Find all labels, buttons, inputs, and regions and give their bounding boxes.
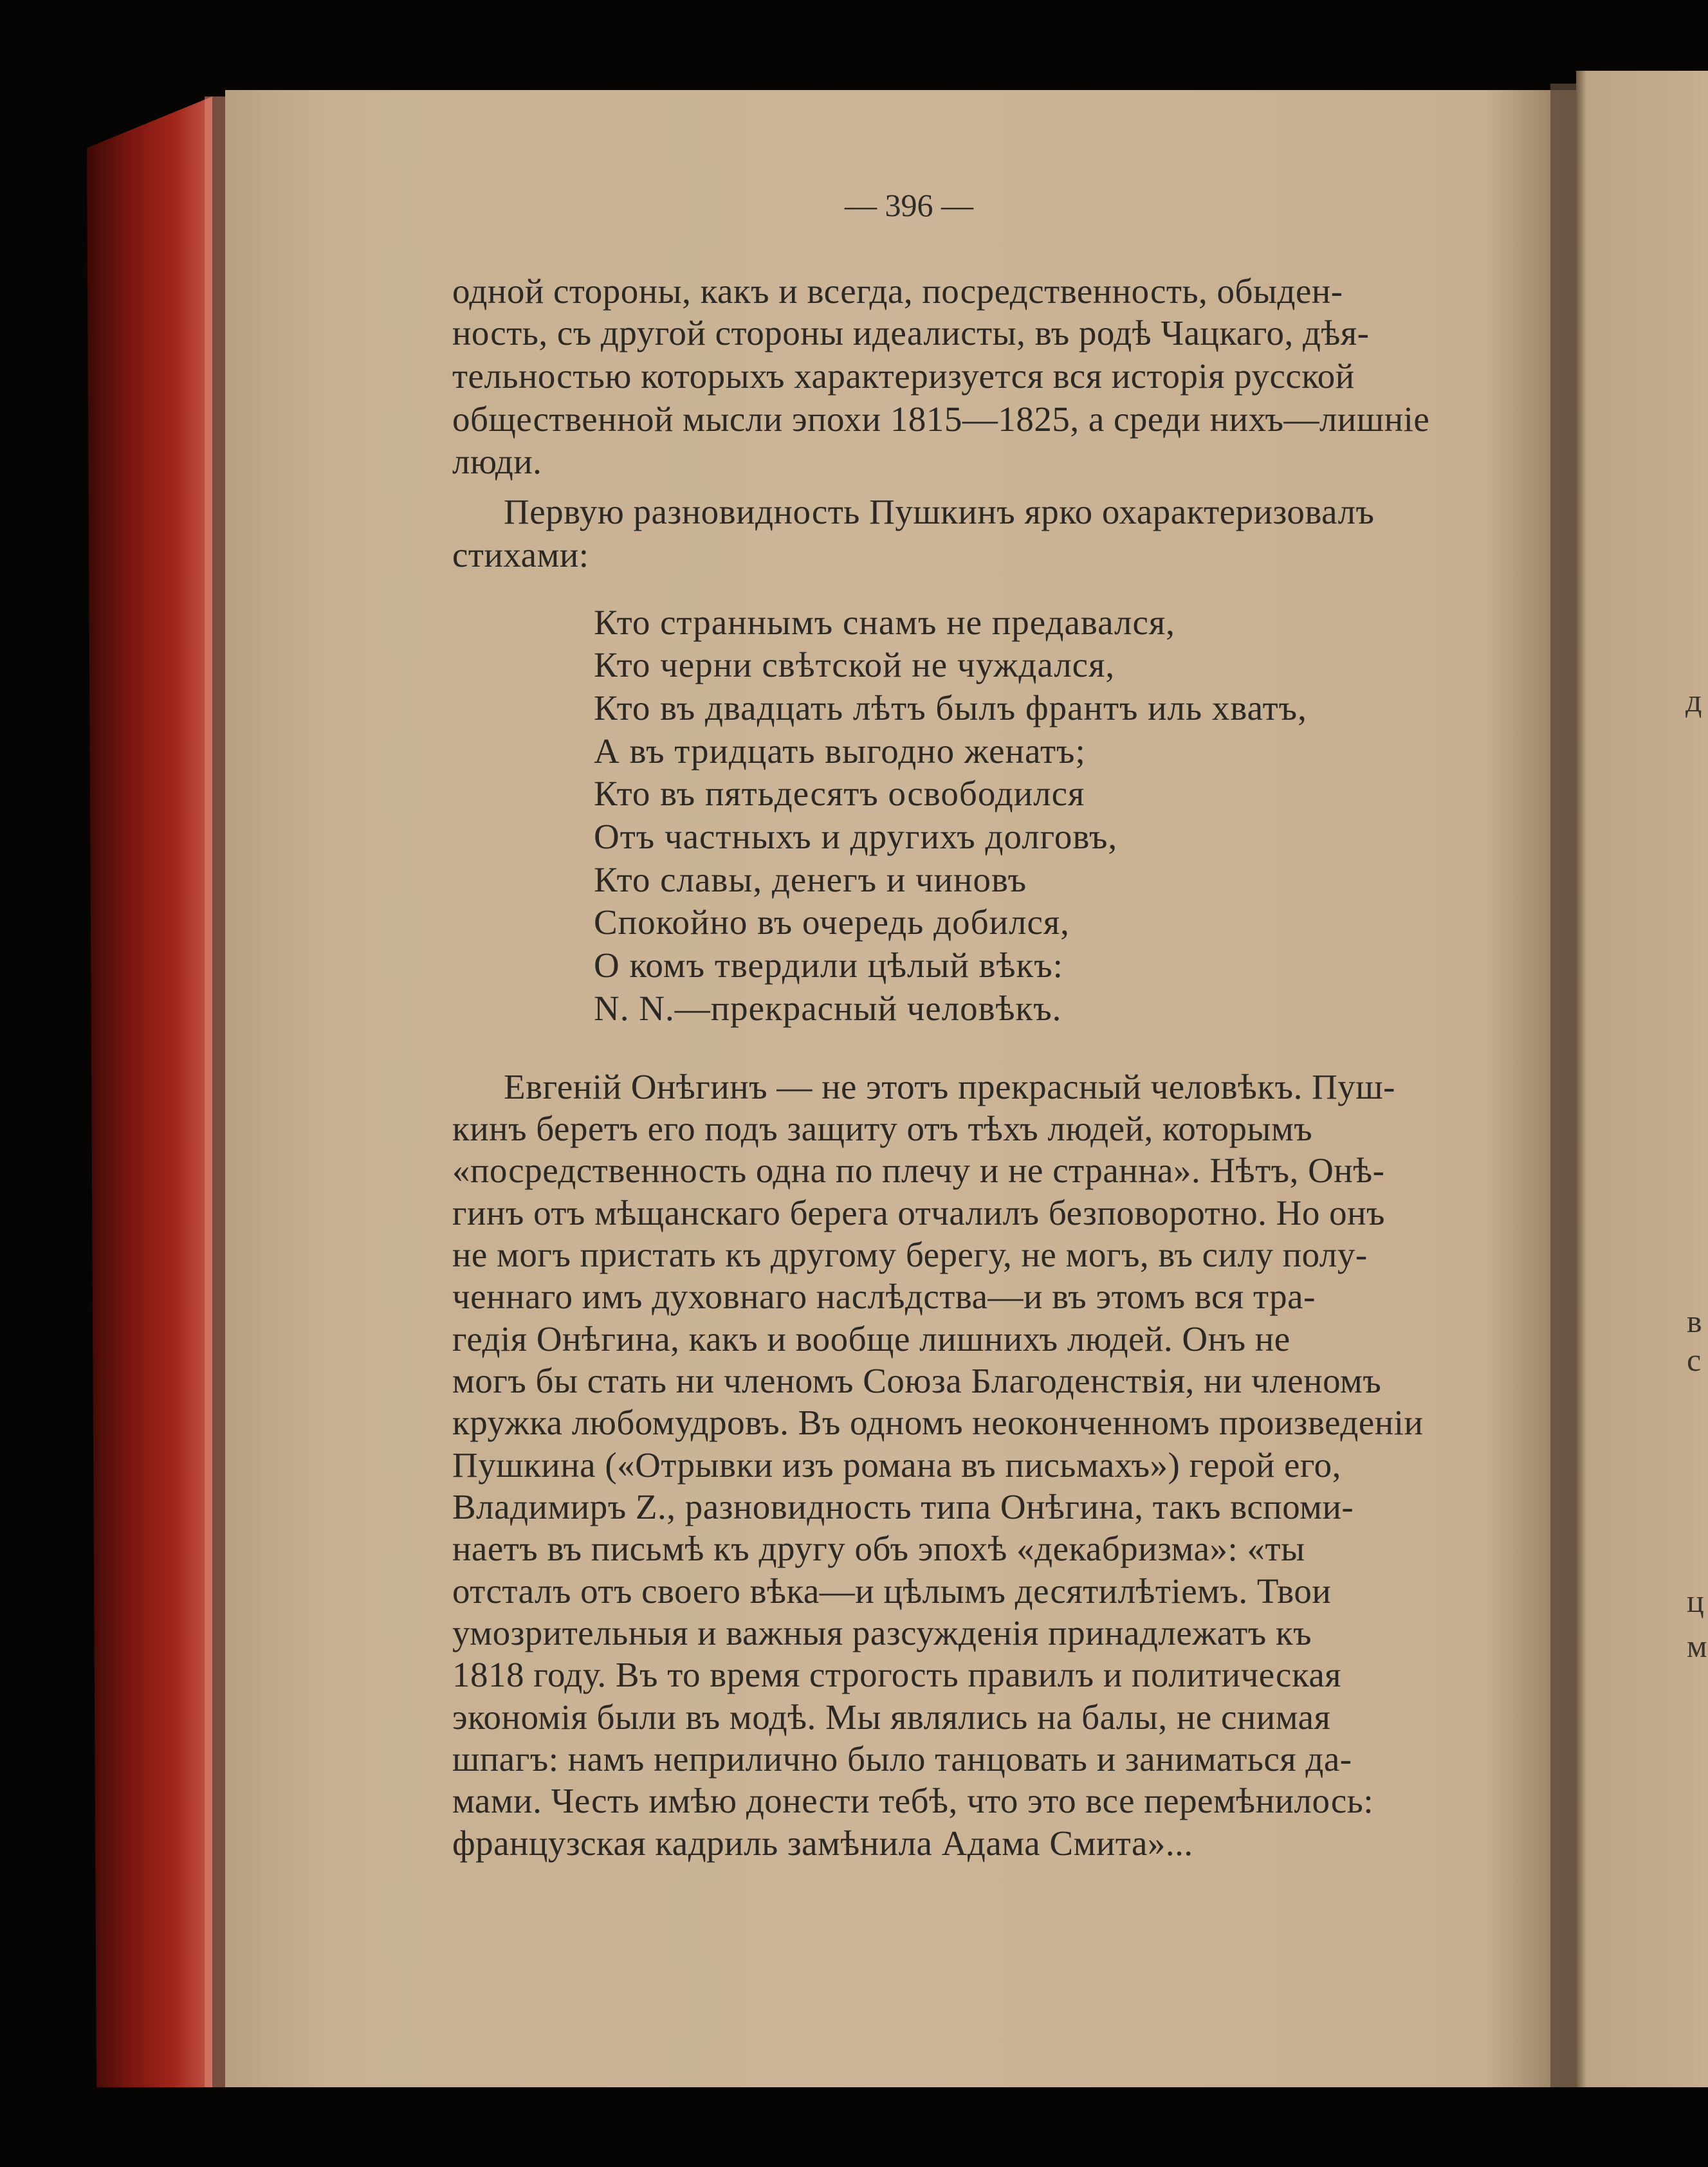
verse-line-3: Кто въ двадцать лѣтъ былъ франтъ иль хватъ, — [594, 688, 1307, 727]
paragraph-3-line-17: шпагъ: намъ неприлично было танцовать и заниматься да- — [452, 1739, 1352, 1778]
verse-line-7: Кто славы, денегъ и чиновъ — [594, 860, 1027, 899]
bottom-shadow — [0, 2087, 1708, 2167]
verse-line-5: Кто въ пятьдесятъ освободился — [594, 774, 1085, 813]
verse-line-2: Кто черни свѣтской не чуждался, — [594, 645, 1116, 684]
left-page — [225, 90, 1579, 2087]
paragraph-3-line-18: мами. Честь имѣю донести тебѣ, что это все перемѣнилось: — [452, 1781, 1374, 1820]
right-page — [1576, 71, 1708, 2097]
facing-page-fragment-1: д — [1685, 682, 1702, 718]
facing-page-fragment-3: с — [1687, 1342, 1702, 1378]
paragraph-3-line-16: экономія были въ модѣ. Мы являлись на балы, не снимая — [452, 1697, 1331, 1737]
paragraph-3-line-10: Пушкина («Отрывки изъ романа въ письмахъ») герой его, — [452, 1445, 1341, 1485]
page-number: — 396 — — [845, 187, 973, 223]
paragraph-3-line-6: ченнаго имъ духовнаго наслѣдства—и въ этомъ вся тра- — [452, 1277, 1316, 1316]
page-edge-red — [87, 96, 212, 2090]
paragraph-3-line-3: «посредственность одна по плечу и не странна». Нѣтъ, Онѣ- — [452, 1151, 1385, 1190]
paragraph-3-line-1: Евгеній Онѣгинъ — не этотъ прекрасный человѣкъ. Пуш- — [504, 1067, 1395, 1106]
paragraph-3-line-12: наетъ въ письмѣ къ другу объ эпохѣ «декабризма»: «ты — [452, 1529, 1305, 1568]
paragraph-3-line-11: Владимиръ Z., разновидность типа Онѣгина, такъ вспоми- — [452, 1487, 1354, 1526]
paragraph-2-line-2: стихами: — [452, 535, 589, 574]
paragraph-3-line-5: не могъ пристать къ другому берегу, не могъ, въ силу полу- — [452, 1235, 1368, 1274]
paragraph-3-line-14: умозрительныя и важныя разсужденія принадлежатъ къ — [452, 1613, 1312, 1652]
paragraph-1-line-2: ность, съ другой стороны идеалисты, въ родѣ Чацкаго, дѣя- — [452, 313, 1370, 352]
verse-line-8: Спокойно въ очередь добился, — [594, 902, 1070, 942]
facing-page-fragment-4: ц — [1687, 1583, 1704, 1619]
verse-line-9: О комъ твердили цѣлый вѣкъ: — [594, 946, 1063, 985]
paragraph-3-line-8: могъ бы стать ни членомъ Союза Благоденствія, ни членомъ — [452, 1361, 1382, 1400]
paragraph-3-line-9: кружка любомудровъ. Въ одномъ неоконченномъ произведеніи — [452, 1403, 1424, 1442]
facing-page-fragment-5: м — [1687, 1628, 1707, 1664]
paragraph-1-line-3: тельностью которыхъ характеризуется вся исторія русской — [452, 356, 1355, 396]
paragraph-3-line-19: французская кадриль замѣнила Адама Смита»... — [452, 1824, 1193, 1863]
verse-line-1: Кто страннымъ снамъ не предавался, — [594, 603, 1175, 642]
paragraph-1-line-4: общественной мысли эпохи 1815—1825, а среди нихъ—лишніе — [452, 399, 1430, 439]
paragraph-3-line-4: гинъ отъ мѣщанскаго берега отчалилъ безповоротно. Но онъ — [452, 1193, 1385, 1232]
paragraph-1-line-1: одной стороны, какъ и всегда, посредственность, обыден- — [452, 271, 1343, 311]
facing-page-fragment-2: в — [1687, 1303, 1702, 1339]
verse-line-10: N. N.—прекрасный человѣкъ. — [594, 989, 1062, 1028]
paragraph-1-line-5: люди. — [452, 442, 542, 481]
paragraph-3-line-13: отсталъ отъ своего вѣка—и цѣлымъ десятилѣтіемъ. Твои — [452, 1571, 1332, 1611]
verse-line-6: Отъ частныхъ и другихъ долговъ, — [594, 817, 1118, 856]
paragraph-3-line-2: кинъ беретъ его подъ защиту отъ тѣхъ людей, которымъ — [452, 1109, 1313, 1148]
paragraph-3-line-7: гедія Онѣгина, какъ и вообще лишнихъ людей. Онъ не — [452, 1319, 1290, 1358]
page-edge-highlight — [205, 96, 228, 2090]
paragraph-3-line-15: 1818 году. Въ то время строгость правилъ и политическая — [452, 1655, 1342, 1694]
verse-line-4: А въ тридцать выгодно женатъ; — [594, 731, 1086, 771]
paragraph-2-line-1: Первую разновидность Пушкинъ ярко охарактеризовалъ — [504, 492, 1375, 531]
